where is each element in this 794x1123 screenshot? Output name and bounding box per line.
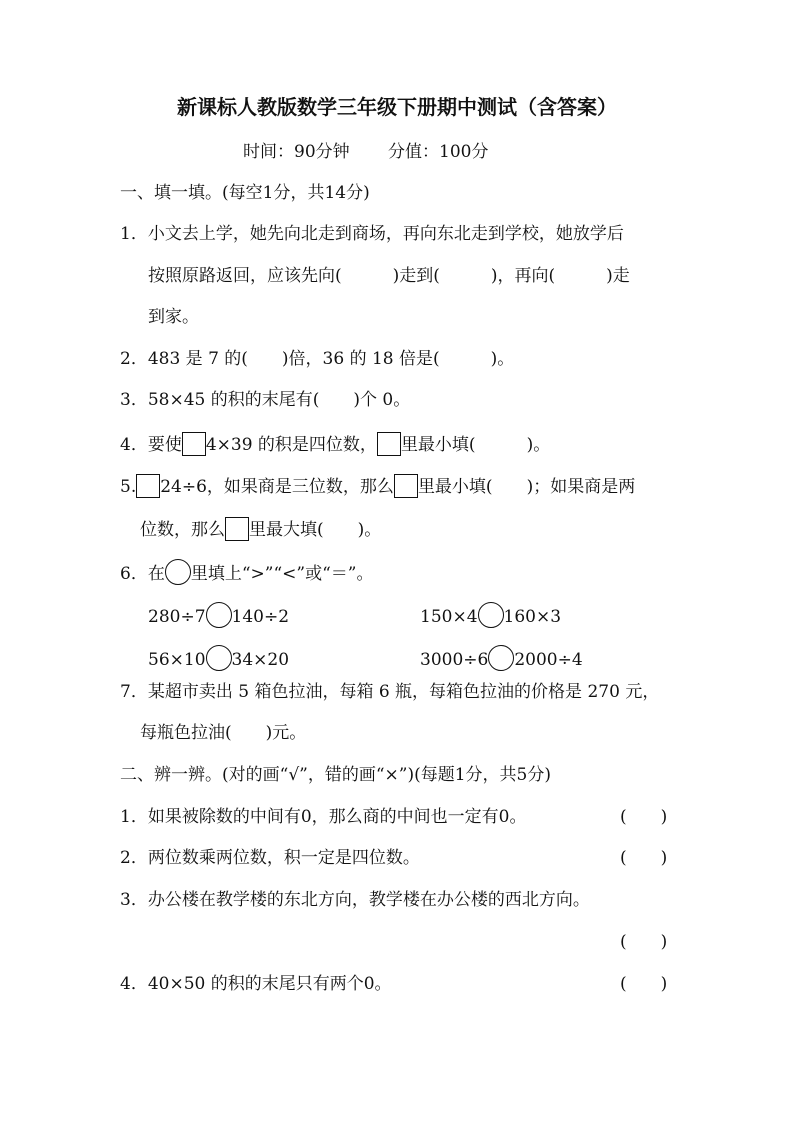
answer-box	[136, 474, 160, 498]
judge-paren-3: ( )	[620, 932, 668, 952]
q1-line1: 1．小文去上学，她先向北走到商场，再向东北走到学校，她放学后	[120, 224, 624, 244]
section-1-heading: 一、填一填。(每空1分，共14分)	[120, 183, 370, 203]
q1-line3: 到家。	[148, 307, 199, 327]
page-title: 新课标人教版数学三年级下册期中测试（含答案）	[177, 95, 617, 119]
q6-pair-3: 56×10 34×20	[148, 645, 289, 672]
q5-part-e: 里最大填( )。	[249, 520, 382, 540]
q4-part-b: 4×39 的积是四位数，	[205, 435, 377, 455]
compare-circle	[165, 559, 191, 585]
q7-line2: 每瓶色拉油( )元。	[140, 723, 307, 743]
q5-part-a: 5.	[120, 477, 137, 497]
judge-paren-4: ( )	[620, 974, 668, 994]
q4	[120, 432, 550, 457]
q6-part-a: 6．在	[120, 564, 165, 584]
q7-line1: 7．某超市卖出 5 箱色拉油，每箱 6 瓶，每箱色拉油的价格是 270 元，	[120, 682, 660, 702]
compare-circle	[488, 645, 514, 671]
exam-score: 分值：100分	[388, 142, 489, 162]
q2: 2．483 是 7 的( )倍，36 的 18 倍是( )。	[120, 349, 515, 369]
judge-item-2: 2．两位数乘两位数，积一定是四位数。	[120, 848, 420, 868]
q1-line2: 按照原路返回，应该先向( )走到( )，再向( )走	[148, 266, 630, 286]
q6-instruction	[120, 559, 373, 586]
exam-time: 时间：90分钟	[243, 142, 350, 162]
judge-item-4: 4．40×50 的积的末尾只有两个0。	[120, 974, 392, 994]
answer-box	[182, 432, 206, 456]
q6-pair-2: 150×4 160×3	[420, 602, 561, 629]
judge-item-1: 1．如果被除数的中间有0，那么商的中间也一定有0。	[120, 807, 527, 827]
q6-part-b: 里填上“>”“<”或“＝”。	[190, 564, 374, 584]
q5-line2	[140, 517, 381, 542]
compare-circle	[206, 602, 232, 628]
q5-line1	[120, 474, 635, 499]
q5-part-c: 里最小填( )；如果商是两	[417, 477, 636, 497]
answer-box	[377, 432, 401, 456]
q4-part-a: 4．要使	[120, 435, 182, 455]
q5-part-b: 24÷6，如果商是三位数，那么	[160, 477, 394, 497]
judge-item-3: 3．办公楼在教学楼的东北方向，教学楼在办公楼的西北方向。	[120, 890, 590, 910]
q4-part-c: 里最小填( )。	[400, 435, 551, 455]
q5-part-d: 位数，那么	[140, 520, 225, 540]
section-2-heading: 二、辨一辨。(对的画“√”，错的画“×”)(每题1分，共5分)	[120, 765, 552, 785]
answer-box	[394, 474, 418, 498]
judge-paren-2: ( )	[620, 848, 668, 868]
answer-box	[225, 517, 249, 541]
judge-paren-1: ( )	[620, 807, 668, 827]
compare-circle	[478, 602, 504, 628]
q6-pair-4: 3000÷6 2000÷4	[420, 645, 583, 672]
q3: 3．58×45 的积的末尾有( )个 0。	[120, 390, 411, 410]
q6-pair-1: 280÷7 140÷2	[148, 602, 289, 629]
compare-circle	[206, 645, 232, 671]
